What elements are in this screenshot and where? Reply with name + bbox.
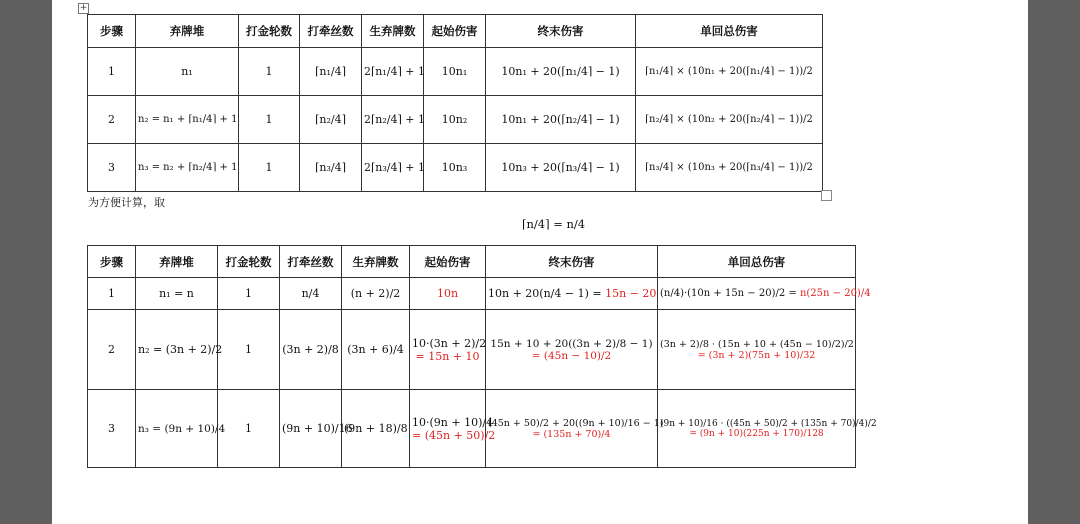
cell: n₃ = n₂ + ⌈n₂/4⌉ + 1	[136, 144, 239, 192]
cell: n₂ = n₁ + ⌈n₁/4⌉ + 1	[136, 96, 239, 144]
cell: 3	[88, 144, 136, 192]
cell: ⌈n₃/4⌉ × (10n₃ + 20(⌈n₃/4⌉ − 1))/2	[636, 144, 823, 192]
cell: (9n + 18)/8	[342, 390, 410, 468]
cell: 10n₁ + 20(⌈n₁/4⌉ − 1)	[486, 48, 636, 96]
cell: n₂ = (3n + 2)/2	[136, 310, 218, 390]
table-row	[88, 390, 856, 468]
cell: 10n₃ + 20(⌈n₃/4⌉ − 1)	[486, 144, 636, 192]
cell: 10n₃	[424, 144, 486, 192]
table-header-row	[88, 15, 823, 48]
cell: 1	[218, 310, 280, 390]
assumption-formula: ⌈n/4⌉ = n/4	[522, 217, 586, 231]
start-expression: 10·(9n + 10)/4	[412, 415, 494, 429]
table-row	[88, 278, 856, 310]
cell: (3n + 6)/4	[342, 310, 410, 390]
header-cell: 生弃牌数	[342, 246, 410, 278]
cell: 2	[88, 96, 136, 144]
header-cell: 起始伤害	[424, 15, 486, 48]
header-cell: 步骤	[88, 15, 136, 48]
table-move-handle-icon[interactable]: +	[79, 3, 88, 13]
table-resize-handle[interactable]	[821, 190, 832, 201]
total-result: = (9n + 10)(225n + 170)/128	[689, 428, 824, 439]
table-row	[88, 144, 823, 192]
header-cell: 终末伤害	[486, 246, 658, 278]
table-header-row	[88, 246, 856, 278]
start-expression: 10·(3n + 2)/2	[412, 336, 487, 350]
end-result: = (135n + 70)/4	[532, 428, 611, 440]
cell: n₁	[136, 48, 239, 96]
total-expression: (3n + 2)/8 · (15n + 10 + (45n − 10)/2)/2	[660, 338, 854, 350]
cell: (9n + 10)/16	[280, 390, 342, 468]
total-result: n(25n − 20)/4	[799, 288, 871, 299]
header-cell: 单回总伤害	[636, 15, 823, 48]
cell	[486, 310, 658, 390]
cell	[658, 278, 871, 310]
cell	[658, 310, 856, 390]
cell: (n + 2)/2	[342, 278, 410, 310]
cell	[486, 278, 658, 310]
cell: n/4	[280, 278, 342, 310]
table-row	[88, 48, 823, 96]
table-step-summary	[87, 14, 823, 192]
end-expression: 15n + 10 + 20((3n + 2)/8 − 1)	[490, 337, 653, 350]
cell: 10n₁	[424, 48, 486, 96]
cell	[410, 310, 486, 390]
total-result: = (3n + 2)(75n + 10)/32	[697, 349, 816, 361]
header-cell: 终末伤害	[486, 15, 636, 48]
table-row	[88, 310, 856, 390]
header-cell: 打金轮数	[218, 246, 280, 278]
cell: 2	[88, 310, 136, 390]
cell: ⌈n₂/4⌉	[300, 96, 362, 144]
header-cell: 弃牌堆	[136, 15, 239, 48]
end-result: = (45n − 10)/2	[531, 349, 612, 362]
cell	[658, 390, 877, 468]
cell: (3n + 2)/8	[280, 310, 342, 390]
cell: ⌈n₁/4⌉ × (10n₁ + 20(⌈n₁/4⌉ − 1))/2	[636, 48, 823, 96]
cell: 10n₂	[424, 96, 486, 144]
header-cell: 单回总伤害	[658, 246, 856, 278]
note-text: 为方便计算，取	[88, 196, 165, 209]
cell: n₁ = n	[136, 278, 218, 310]
cell: ⌈n₂/4⌉ × (10n₂ + 20(⌈n₂/4⌉ − 1))/2	[636, 96, 823, 144]
cell: 1	[218, 278, 280, 310]
cell: 1	[88, 278, 136, 310]
table-simplified	[87, 245, 877, 468]
header-cell: 弃牌堆	[136, 246, 218, 278]
header-cell: 打牵丝数	[280, 246, 342, 278]
end-expression: 10n + 20(n/4 − 1) =	[488, 287, 602, 300]
cell: 1	[239, 144, 300, 192]
end-expression: (45n + 50)/2 + 20((9n + 10)/16 − 1)	[488, 417, 664, 429]
header-cell: 起始伤害	[410, 246, 486, 278]
cell: 1	[88, 48, 136, 96]
cell	[486, 390, 664, 468]
cell: ⌈n₃/4⌉	[300, 144, 362, 192]
start-result: = 15n + 10	[415, 349, 480, 363]
cell: 2⌈n₃/4⌉ + 1	[362, 144, 424, 192]
cell: 2⌈n₁/4⌉ + 1	[362, 48, 424, 96]
cell: 2⌈n₂/4⌉ + 1	[362, 96, 424, 144]
document-page	[52, 0, 1028, 524]
total-expression: (n/4)·(10n + 15n − 20)/2 =	[660, 288, 797, 299]
header-cell: 生弃牌数	[362, 15, 424, 48]
cell: 3	[88, 390, 136, 468]
cell	[410, 390, 496, 468]
cell: 1	[239, 48, 300, 96]
start-result: = (45n + 50)/2	[412, 428, 496, 442]
cell: n₃ = (9n + 10)/4	[136, 390, 218, 468]
cell: 10n	[410, 278, 486, 310]
cell: ⌈n₁/4⌉	[300, 48, 362, 96]
header-cell: 打金轮数	[239, 15, 300, 48]
total-expression: (9n + 10)/16 · ((45n + 50)/2 + (135n + 70)/4)/2	[660, 418, 877, 429]
table-row	[88, 96, 823, 144]
header-cell: 步骤	[88, 246, 136, 278]
header-cell: 打牵丝数	[300, 15, 362, 48]
end-result: 15n − 20	[605, 287, 657, 300]
cell: 1	[218, 390, 280, 468]
cell: 1	[239, 96, 300, 144]
cell: 10n₁ + 20(⌈n₂/4⌉ − 1)	[486, 96, 636, 144]
